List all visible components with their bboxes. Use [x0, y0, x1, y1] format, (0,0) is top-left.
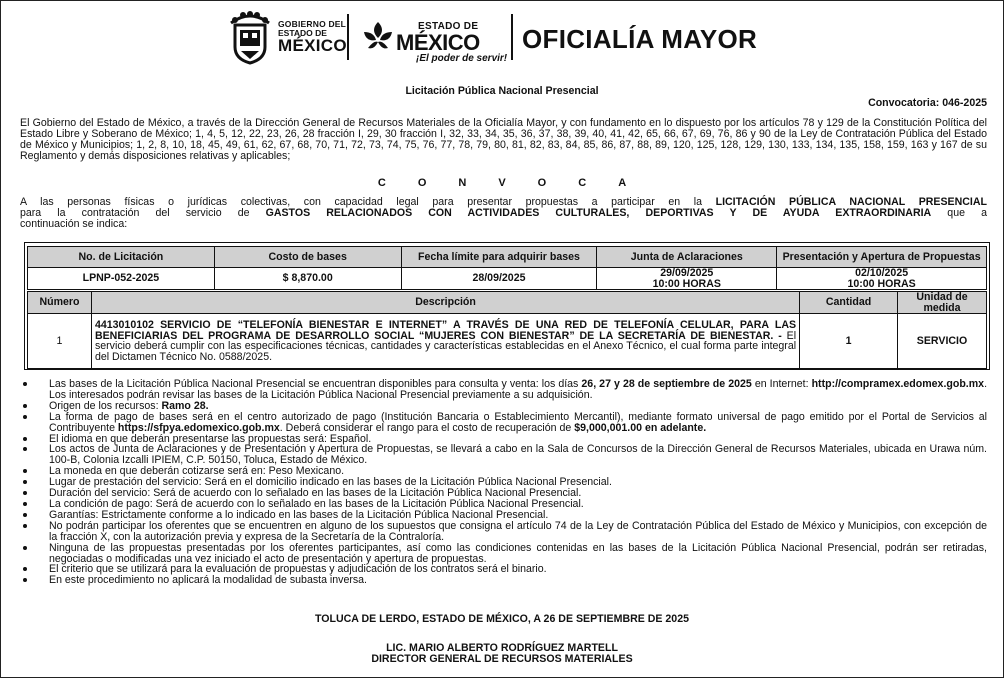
list-item: Las bases de la Licitación Pública Nacional Presencial se encuentran disponibles para consulta y venta: los días 26, 27 y 28 de septiembre de 2025 en Internet: http://compramex.edomex.gob.mx. Los interesados podrán revisar las bases de la Licitación Pública Nacional Presencial previamente a su adquisición. — [20, 379, 987, 401]
state-coat-of-arms-icon — [227, 11, 273, 65]
flower-icon — [360, 18, 396, 54]
government-logo-text — [278, 20, 347, 55]
cell-numero: 1 — [28, 314, 92, 369]
list-item: Los actos de Junta de Aclaraciones y de Presentación y Apertura de Propuestas, se llevará a cabo en la Sala de Concursos de la Dirección General de Recursos Materiales, ubicada en Urawa núm. 100-B, Colonia Izcalli IPIEM, C.P. 50150, Toluca, Estado de México. — [20, 444, 987, 466]
junta-date: 29/09/2025 — [660, 267, 714, 279]
list-item: Duración del servicio: Será de acuerdo con lo señalado en las bases de la Licitación Pública Nacional Presencial. — [20, 488, 987, 499]
bullet-icon — [23, 546, 27, 550]
convoca-letter: C — [578, 177, 587, 189]
header-divider-2 — [511, 14, 513, 60]
intro-paragraph: El Gobierno del Estado de México, a través de la Dirección General de Recursos Materiales de la Oficialía Mayor, y con fundamento en lo dispuesto por los artículos 78 y 129 de la Constitución Política del Estado Libre y Soberano de México; 1, 4, 5, 12, 22, 23, 26, 28 fracción I, 29, 30 fracción I, 32, 33, 34, 35, 36, 37, 38, 39, 40, 41, 42, 65, 66, 67, 69, 76, 86 y 90 de la Ley de Contratación Pública del Estado de México y Municipios; 1, 2, 8, 10, 18, 45, 49, 61, 62, 67, 68, 70, 71, 72, 73, 74, 75, 76, 77, 78, 79, 80, 81, 82, 83, 84, 85, 86, 87, 88, 89, 120, 125, 128, 129, 130, 133, 134, 135, 158, 159, 163 y 167 de su Reglamento y demás disposiciones relativas y aplicables; — [20, 117, 987, 162]
bullet-icon — [23, 491, 27, 495]
cell-descripcion — [91, 314, 799, 369]
call-bold-1: LICITACIÓN PÚBLICA NACIONAL PRESENCIAL — [715, 196, 987, 208]
licitacion-data-row — [28, 268, 987, 290]
place-date: TOLUCA DE LERDO, ESTADO DE MÉXICO, A 26 DE SEPTIEMBRE DE 2025 — [315, 613, 689, 625]
cell-apertura — [777, 268, 987, 290]
cell-fecha-limite: 28/09/2025 — [401, 268, 597, 290]
conditions-list — [20, 379, 987, 586]
list-item: La moneda en que deberán cotizarse será en: Peso Mexicano. — [20, 466, 987, 477]
header-numero: Número — [28, 292, 92, 314]
convoca-letter: O — [537, 177, 547, 189]
bullet-icon — [23, 480, 27, 484]
signer-title: DIRECTOR GENERAL DE RECURSOS MATERIALES — [371, 653, 633, 665]
gob-line-2: ESTADO DE — [278, 27, 327, 38]
bullet-icon — [23, 437, 27, 441]
apertura-date: 02/10/2025 — [855, 267, 909, 279]
junta-time: 10:00 HORAS — [652, 277, 721, 290]
convoca-heading — [0, 177, 1004, 189]
description-table — [27, 291, 987, 369]
header-junta: Junta de Aclaraciones — [597, 247, 777, 268]
list-item: En este procedimiento no aplicará la modalidad de subasta inversa. — [20, 575, 987, 586]
bullet-icon — [23, 404, 27, 408]
bullet-icon — [23, 578, 27, 582]
cell-junta — [597, 268, 777, 290]
cell-costo: $ 8,870.00 — [214, 268, 401, 290]
list-item: Origen de los recursos: Ramo 28. — [20, 401, 987, 412]
header-unidad: Unidad de medida — [898, 292, 987, 314]
header-cantidad: Cantidad — [800, 292, 898, 314]
convoca-letter: A — [618, 177, 627, 189]
signer-name: LIC. MARIO ALBERTO RODRÍGUEZ MARTELL — [386, 642, 618, 654]
apertura-time: 10:00 HORAS — [847, 277, 916, 290]
bullet-icon — [23, 447, 27, 451]
convocatoria-number: Convocatoria: 046-2025 — [868, 97, 987, 109]
header-no-licitacion: No. de Licitación — [28, 247, 215, 268]
compramex-link[interactable]: http://compramex.edomex.gob.mx — [811, 378, 985, 390]
description-bold: 4413010102 SERVICIO DE “TELEFONÍA BIENESTAR E INTERNET” A TRAVÉS DE UNA RED DE TELEFONÍA CELULAR, PARA LAS BENEFICIARIAS DEL PROGRAMA DE DESARROLLO SOCIAL “MUJERES CON BIENESTAR” DE LA SECRETARÍA DE BIENESTAR. - — [94, 319, 797, 342]
signature-block — [0, 643, 1004, 665]
description-normal: El servicio deberá cumplir con las especificaciones técnicas, cantidades y características establecidas en el Anexo Técnico, el cual forma parte integral del Dictamen Técnico No. 0588/2025. — [94, 329, 797, 363]
list-item: Ninguna de las propuestas presentadas por los oferentes participantes, así como las condiciones contenidas en las bases de la Licitación Pública Nacional Presencial, podrán ser retiradas, negociadas o modificadas una vez iniciado el acto de presentación y apertura de propuestas. — [20, 543, 987, 565]
oficialia-title: OFICIALÍA MAYOR — [522, 24, 758, 54]
licitacion-table — [27, 246, 987, 290]
list-item: La forma de pago de bases será en el centro autorizado de pago (Institución Bancaria o Establecimiento Mercantil), mediante formato universal de pago emitido por el Portal de Servicios al Contribuyente https://sfpya.edomexico.gob.mx. Deberá considerar el rango para el costo de recuperación de $9,000,001.00 en adelante. — [20, 412, 987, 434]
call-paragraph — [20, 197, 987, 230]
gob-line-1: GOBIERNO DEL — [278, 19, 347, 29]
call-text-1: A las personas físicas o jurídicas colectivas, con capacidad legal para presentar propuestas a participar en la — [20, 196, 716, 208]
list-item: La condición de pago: Será de acuerdo con lo señalado en las bases de la Licitación Pública Nacional Presencial. — [20, 499, 987, 510]
bullet-icon — [23, 524, 27, 528]
edo-slogan: ¡El poder de servir! — [416, 53, 508, 64]
header — [0, 8, 1004, 66]
call-text-3: continuación se indica: — [20, 217, 128, 230]
cell-numero-licitacion: LPNP-052-2025 — [28, 268, 215, 290]
list-item: No podrán participar los oferentes que se encuentren en alguno de los supuestos que consigna el artículo 74 de la Ley de Contratación Pública del Estado de México y Municipios, con excepción de la fracción X, con la autorización previa y expresa de la Secretaría de la Contraloría. — [20, 521, 987, 543]
document-title: Licitación Pública Nacional Presencial — [405, 85, 599, 97]
licitacion-header-row — [28, 247, 987, 268]
header-divider — [347, 14, 349, 60]
edo-line-1: ESTADO DE — [418, 21, 479, 32]
list-item: El idioma en que deberán presentarse las propuestas será: Español. — [20, 434, 987, 445]
convoca-letter: C — [377, 177, 386, 189]
list-item: Garantías: Estrictamente conforme a lo indicado en las bases de la Licitación Pública Nacional Presencial. — [20, 510, 987, 521]
header-descripcion: Descripción — [91, 292, 799, 314]
convoca-letter: O — [417, 177, 427, 189]
sfpya-link[interactable]: https://sfpya.edomexico.gob.mx — [117, 421, 280, 434]
edo-line-2: MÉXICO — [396, 30, 480, 55]
header-apertura: Presentación y Apertura de Propuestas — [777, 247, 987, 268]
list-item: El criterio que se utilizará para la evaluación de propuestas y adjudicación de los contratos será el binario. — [20, 564, 987, 575]
bullet-icon — [23, 502, 27, 506]
convoca-letter: V — [498, 177, 506, 189]
header-fecha-limite: Fecha límite para adquirir bases — [401, 247, 597, 268]
cell-cantidad: 1 — [800, 314, 898, 369]
bullet-icon — [23, 415, 27, 419]
call-bold-2: GASTOS RELACIONADOS CON ACTIVIDADES CULTURALES, DEPORTIVAS Y DE AYUDA EXTRAORDINARIA — [265, 206, 932, 219]
bullet-icon — [23, 567, 27, 571]
bullet-icon — [23, 382, 27, 386]
bullet-icon — [23, 469, 27, 473]
header-costo-bases: Costo de bases — [214, 247, 401, 268]
convoca-letter: N — [458, 177, 467, 189]
description-data-row — [28, 314, 987, 369]
gob-line-3: MÉXICO — [278, 36, 347, 56]
cell-unidad: SERVICIO — [898, 314, 987, 369]
list-item: Lugar de prestación del servicio: Será en el domicilio indicado en las bases de la Licitación Pública Nacional Presencial. — [20, 477, 987, 488]
call-text-2: para la contratación del servicio de — [20, 206, 266, 219]
bullet-icon — [23, 513, 27, 517]
call-text-2-end: que a — [931, 206, 987, 219]
description-header-row — [28, 292, 987, 314]
